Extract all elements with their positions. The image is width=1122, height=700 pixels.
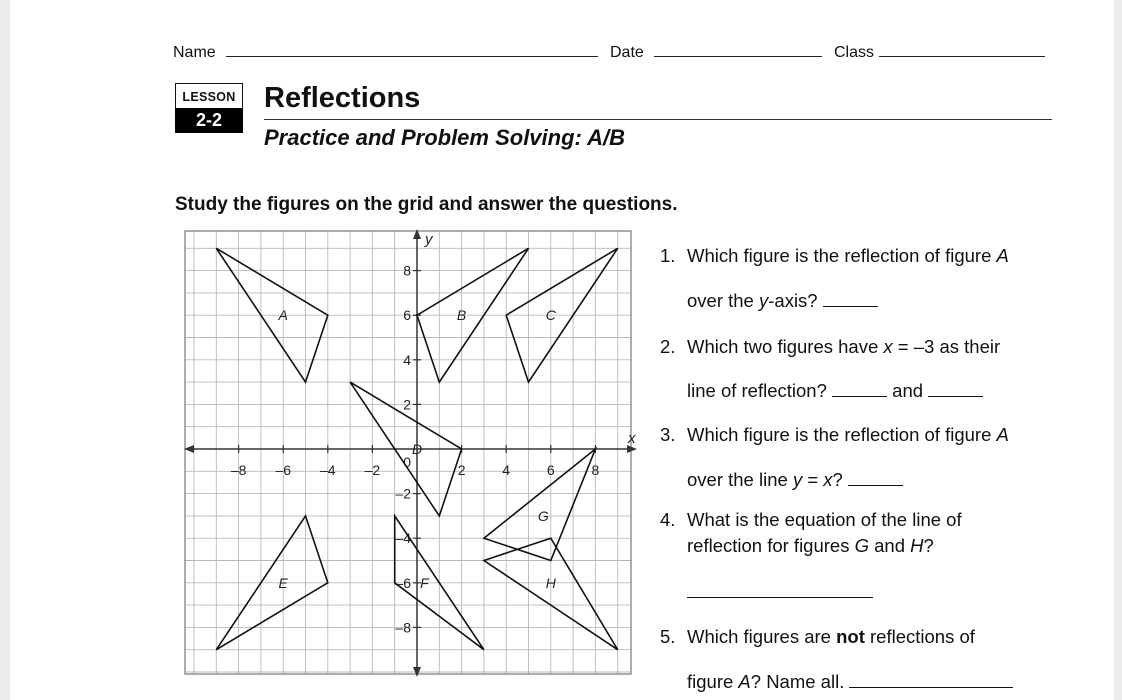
date-line[interactable]	[654, 42, 822, 57]
lesson-label: LESSON	[182, 90, 236, 104]
x-tick-label: 6	[546, 462, 555, 478]
x-tick-label: 4	[502, 462, 511, 478]
x-tick-label: –6	[275, 462, 291, 478]
lesson-subtitle: Practice and Problem Solving: A/B	[264, 125, 626, 150]
x-tick-label: 8	[591, 462, 600, 478]
name-field[interactable]: Name	[173, 42, 598, 62]
x-axis-label: x	[628, 430, 636, 447]
answer-2b-blank[interactable]	[928, 382, 983, 397]
gridlines	[185, 231, 631, 674]
lesson-number: 2-2	[175, 108, 243, 133]
y-axis-label: y	[425, 231, 433, 248]
name-line[interactable]	[226, 42, 598, 57]
axes	[184, 229, 637, 677]
figure-label-f: F	[420, 574, 429, 591]
coordinate-grid	[182, 228, 638, 678]
question-2-line2: line of reflection? and	[687, 380, 983, 402]
question-3-line2: over the line y = x?	[687, 469, 903, 491]
lesson-title: Reflections	[264, 82, 421, 114]
answer-3-blank[interactable]	[848, 471, 903, 486]
question-4-line2: reflection for figures G and H?	[687, 535, 934, 556]
question-1: 1. Which figure is the reflection of figure A	[660, 245, 1009, 266]
figure-label-d: D	[411, 441, 423, 457]
figure-label-g: G	[537, 507, 549, 524]
lesson-badge	[175, 83, 243, 133]
question-4: 4. What is the equation of the line of	[660, 509, 962, 530]
question-3: 3. Which figure is the reflection of figure A	[660, 424, 1009, 445]
class-field[interactable]: Class	[834, 42, 1045, 62]
answer-4-blank[interactable]	[687, 583, 873, 598]
question-5: 5. Which figures are not reflections of	[660, 626, 975, 647]
instructions: Study the figures on the grid and answer the questions.	[175, 194, 678, 215]
figure-label-b: B	[456, 307, 467, 324]
y-tick-label: 8	[403, 262, 411, 279]
answer-5-blank[interactable]	[849, 673, 1013, 688]
title-rule	[264, 119, 1052, 120]
answer-1-blank[interactable]	[823, 292, 878, 307]
answer-2a-blank[interactable]	[832, 382, 887, 397]
y-tick-label: 2	[403, 396, 411, 413]
grid-border	[185, 231, 631, 674]
question-2: 2. Which two figures have x = –3 as their	[660, 336, 1001, 357]
figure-label-a: A	[278, 307, 288, 324]
x-tick-label: 2	[457, 462, 466, 478]
x-tick-label: –8	[230, 462, 247, 478]
y-tick-label: –4	[395, 530, 411, 547]
date-field[interactable]: Date	[610, 42, 822, 62]
x-tick-label: –2	[364, 462, 381, 478]
figure-label-e: E	[278, 574, 288, 591]
class-line[interactable]	[879, 42, 1045, 57]
y-tick-label: –6	[395, 574, 411, 591]
figure-label-c: C	[545, 307, 556, 324]
question-5-line2: figure A? Name all.	[687, 671, 1013, 693]
worksheet-page	[10, 0, 1114, 700]
origin-label: 0	[403, 454, 411, 470]
y-tick-label: 6	[403, 307, 411, 324]
y-tick-label: –2	[395, 485, 411, 502]
figure-g	[484, 449, 596, 561]
x-tick-label: –4	[320, 462, 336, 478]
answer-4-blank-row	[687, 581, 873, 603]
y-tick-label: –8	[395, 619, 411, 636]
y-tick-label: 4	[403, 351, 411, 368]
figure-label-h: H	[545, 574, 556, 591]
question-1-line2: over the y-axis?	[687, 290, 878, 312]
